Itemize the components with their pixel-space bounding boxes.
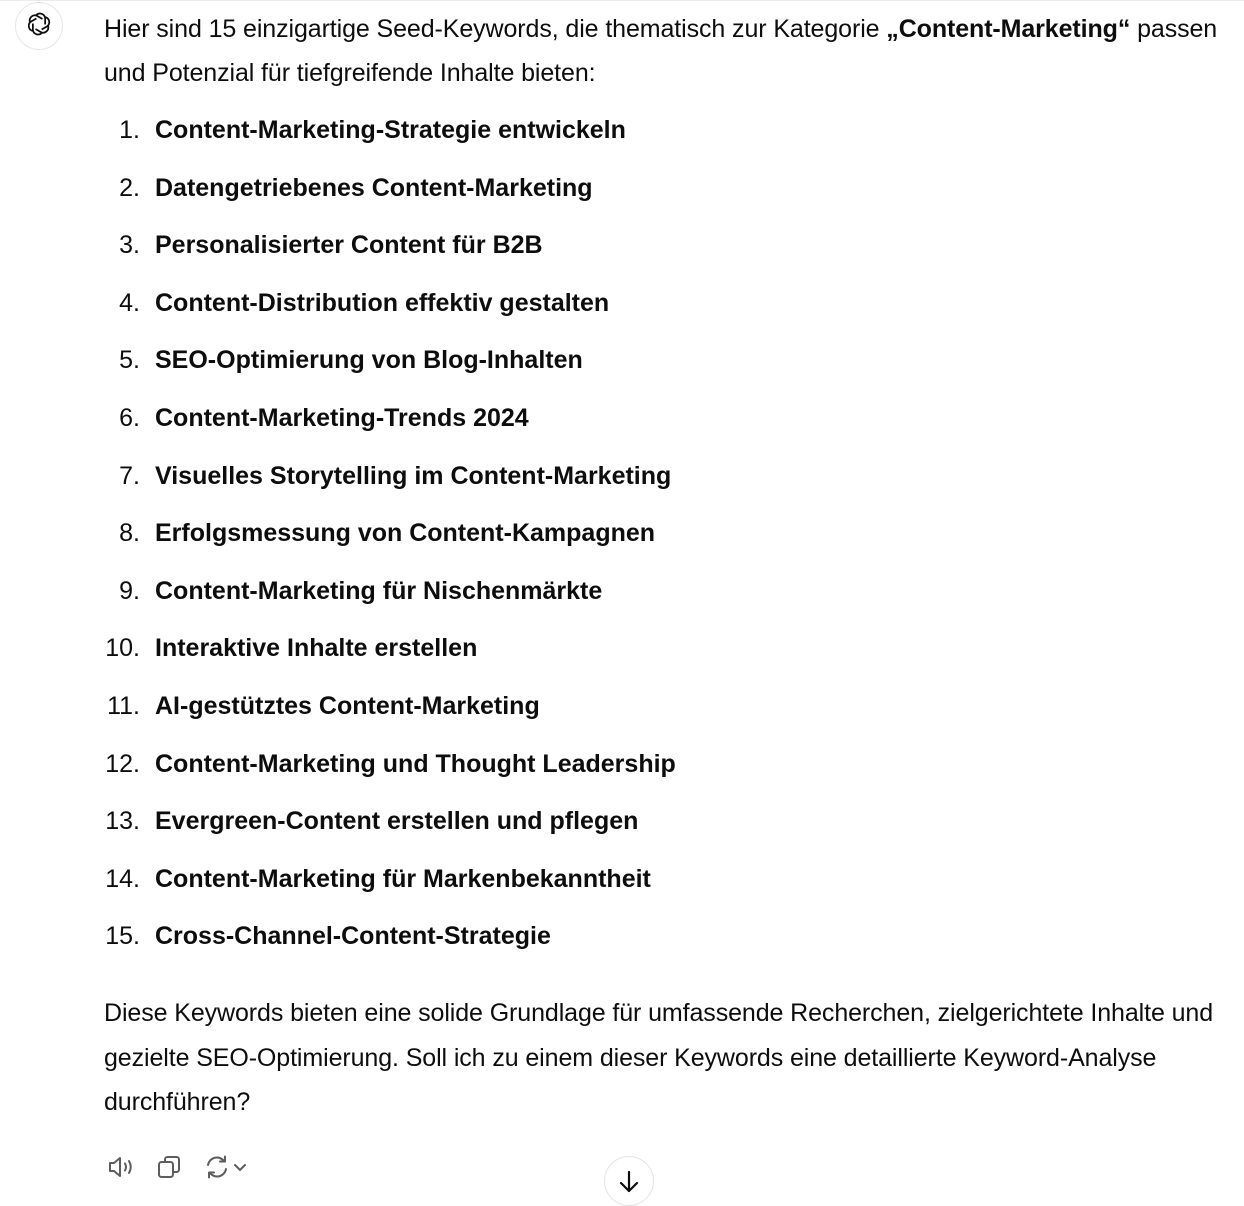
keyword-text: Personalisierter Content für B2B — [155, 231, 543, 260]
keyword-number: 11. — [107, 691, 140, 720]
keyword-text: Content-Marketing-Trends 2024 — [155, 403, 529, 432]
keyword-number: 9. — [119, 576, 140, 605]
refresh-icon — [203, 1153, 231, 1186]
assistant-avatar — [15, 2, 63, 50]
keyword-text: Content-Marketing-Strategie entwickeln — [155, 116, 626, 144]
arrow-down-icon — [616, 1169, 642, 1200]
keyword-item — [104, 396, 676, 454]
intro-category: „Content-Marketing“ — [886, 15, 1131, 43]
keyword-number: 2. — [119, 173, 140, 202]
chevron-down-icon — [231, 1158, 249, 1181]
keyword-item — [104, 338, 676, 396]
keyword-item — [104, 166, 676, 224]
assistant-message — [104, 7, 1234, 1116]
keyword-text: Interaktive Inhalte erstellen — [155, 634, 478, 663]
message-actions — [104, 1153, 252, 1185]
keyword-number: 12. — [105, 749, 140, 778]
keyword-number: 13. — [105, 807, 140, 836]
keyword-number: 4. — [119, 288, 140, 317]
keyword-item — [104, 626, 676, 684]
keyword-text: Content-Distribution effektiv gestalten — [155, 288, 610, 317]
keyword-item — [104, 914, 676, 972]
keyword-text: Cross-Channel-Content-Strategie — [155, 922, 551, 951]
keyword-list — [104, 108, 676, 972]
keyword-item — [104, 281, 676, 339]
message-outro: Diese Keywords bieten eine solide Grundlage für umfassende Recherchen, zielgerichtete Inhalte und gezielte SEO-Optimierung. Soll ich zu einem dieser Keywords eine detaillierte Keyword-Analyse durchführen? — [104, 999, 1214, 1116]
keyword-text: Content-Marketing und Thought Leadership — [155, 749, 676, 778]
keyword-text: Content-Marketing für Nischenmärkte — [155, 576, 603, 605]
regenerate-button[interactable] — [200, 1153, 252, 1185]
keyword-number: 14. — [105, 864, 140, 893]
copy-button[interactable] — [152, 1153, 186, 1185]
top-divider — [0, 0, 1244, 1]
keyword-item — [104, 684, 676, 742]
keyword-item — [104, 223, 676, 281]
keyword-number: 3. — [119, 231, 140, 260]
keyword-item — [104, 511, 676, 569]
keyword-item — [104, 108, 676, 166]
keyword-item — [104, 569, 676, 627]
keyword-number: 15. — [105, 922, 140, 951]
keyword-number: 7. — [119, 461, 140, 490]
message-intro — [104, 7, 1234, 95]
keyword-number: 8. — [119, 519, 140, 548]
keyword-text: Content-Marketing für Markenbekanntheit — [155, 864, 651, 893]
keyword-number: 1. — [119, 116, 140, 144]
keyword-text: Erfolgsmessung von Content-Kampagnen — [155, 519, 656, 548]
intro-text: Hier sind 15 einzigartige Seed-Keywords, die thematisch zur Kategorie — [104, 15, 887, 43]
speaker-icon — [106, 1153, 136, 1186]
keyword-item — [104, 857, 676, 915]
keyword-item — [104, 454, 676, 512]
keyword-text: Datengetriebenes Content-Marketing — [155, 173, 593, 202]
read-aloud-button[interactable] — [104, 1153, 138, 1185]
keyword-text: SEO-Optimierung von Blog-Inhalten — [155, 346, 583, 375]
keyword-number: 5. — [119, 346, 140, 375]
keyword-item — [104, 799, 676, 857]
copy-icon — [155, 1153, 183, 1186]
keyword-text: AI-gestütztes Content-Marketing — [155, 691, 540, 720]
keyword-number: 6. — [119, 403, 140, 432]
scroll-to-bottom-button[interactable] — [604, 1156, 654, 1206]
keyword-number: 10. — [105, 634, 140, 663]
keyword-text: Evergreen-Content erstellen und pflegen — [155, 807, 639, 836]
keyword-item — [104, 742, 676, 800]
openai-logo-icon — [24, 9, 54, 44]
keyword-text: Visuelles Storytelling im Content-Marketing — [155, 461, 672, 490]
intro-text-end: passen und Potenzial für tiefgreifende Inhalte bieten: — [104, 15, 1218, 87]
